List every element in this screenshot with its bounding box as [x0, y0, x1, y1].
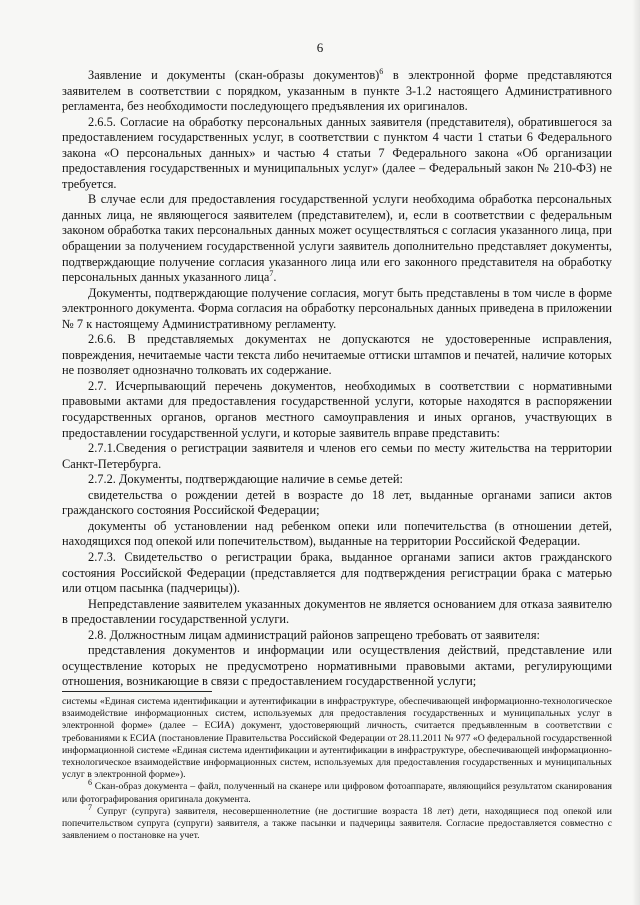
footnote-6: $^6$ Скан-образ документа – файл, полученный на сканере или цифровом фотоаппарате, являющийся результатом сканирования или фотографирования оригинала документа.: [62, 778, 612, 805]
paragraph-birth-cert: свидетельства о рождении детей в возрасте до 18 лет, выданные органами записи актов гражданского состояния Российской Федерации;: [62, 487, 612, 518]
page-number: 6: [316, 40, 324, 55]
document-body: [62, 68, 612, 690]
paragraph-2-7-2: 2.7.2. Документы, подтверждающие наличие в семье детей:: [88, 472, 403, 487]
footnote-esia: системы «Единая система идентификации и аутентификации в инфраструктуре, обеспечивающей информационно-технологическое взаимодействие информационных систем, используемых для предоставления государственных и муниципальных услуг в электронной форме» (далее – ЕСИА) документ, удостоверяющий личность, считается предъявленным в соответствии с требованиями к ЕСИА (постановление Правительства Российской Федерации от 28.11.2011 № 977 «О федеральной государственной информационной системе «Единая система идентификации и аутентификации в инфраструктуре, обеспечивающей информационно-технологическое взаимодействие информационных систем, используемых для предоставления государственных и муниципальных услуг в электронной форме»).: [62, 696, 612, 781]
paragraph-2-7-1: 2.7.1.Сведения о регистрации заявителя и членов его семьи по месту жительства на территории Санкт-Петербурга.: [62, 441, 612, 471]
paragraph-2-8: 2.8. Должностным лицам администраций районов запрещено требовать от заявителя:: [88, 627, 540, 642]
paragraph-not-presented: Непредставление заявителем указанных документов не является основанием для отказа заявителю в предоставлении государственной услуги.: [62, 596, 612, 627]
paragraph-other-person: В случае если для предоставления государственной услуги необходима обработка персональных данных лица, не являющегося заявителем (представителем), и, если в соответствии с федеральным законом обработка таких персональных данных может осуществляться с согласия указанного лица, при обращении за получением государственной услуги заявитель дополнительно представляет документы, подтверждающие получение согласия указанного лица или его законного представителя на обработку персональных данных указанного лица$^7$.: [62, 192, 612, 285]
footnote-divider: [62, 691, 212, 692]
paragraph-guardianship: документы об установлении над ребенком опеки или попечительства (в отношении детей, находящихся под опекой или попечительством), выданные на территории Российской Федерации.: [62, 518, 612, 549]
paragraph-2-8-a: представления документов и информации или осуществления действий, представление или осуществление которых не предусмотрено нормативными правовыми актами, регулирующими отношения, возникающие в связи с предоставлением государственной услуги;: [62, 643, 612, 689]
paragraph-2-6-6: 2.6.6. В представляемых документах не допускаются не удостоверенные исправления, повреждения, нечитаемые части текста либо нечитаемые оттиски штампов и печатей, наличие которых не позволяет однозначно толковать их содержание.: [62, 332, 612, 378]
footnote-7: $^7$ Супруг (супруга) заявителя, несовершеннолетние (не достигшие возраста 18 лет) дети, находящиеся под опекой или попечительством супруга (супруги) заявителя, а также пасынки и падчерицы заявителя. Согласие предоставляется совместно с заявлением о постановке на учет.: [62, 802, 612, 842]
paragraph-consent-form: Документы, подтверждающие получение согласия, могут быть представлены в том числе в форме электронного документа. Форма согласия на обработку персональных данных приведена в приложении № 7 к настоящему Административному регламенту.: [62, 285, 612, 331]
paragraph-scan-docs: Заявление и документы (скан-образы документов)$^6$ в электронной форме представляются заявителем в соответствии с порядком, указанным в пункте 3-1.2 настоящего Административного регламента, без необходимости последующего предъявления их оригиналов.: [62, 66, 612, 114]
footnotes: [62, 696, 612, 842]
paragraph-2-6-5: 2.6.5. Согласие на обработку персональных данных заявителя (представителя), обратившегося за предоставлением государственных услуг, в соответствии с пунктом 4 части 1 статьи 6 Федерального закона «О персональных данных» и частью 4 статьи 7 Федерального закона «Об организации предоставления государственных и муниципальных услуг» (далее – Федеральный закон № 210-ФЗ) не требуется.: [62, 114, 612, 191]
footnote-ref-7: 7: [269, 268, 274, 278]
scan-edge-shadow: [632, 0, 640, 905]
paragraph-2-7-3: 2.7.3. Свидетельство о регистрации брака, выданное органами записи актов гражданского состояния Российской Федерации (представляется для подтверждения регистрации брака с матерью или отцом пасынка (падчерицы)).: [62, 549, 612, 596]
paragraph-2-7: 2.7. Исчерпывающий перечень документов, необходимых в соответствии с нормативными правовыми актами для предоставления государственной услуги, которые находятся в распоряжении государственных органов, органов местного самоуправления и иных органов, участвующих в предоставлении государственной услуги, и которые заявитель вправе представить:: [62, 378, 612, 440]
footnote-ref-6: 6: [379, 66, 384, 76]
